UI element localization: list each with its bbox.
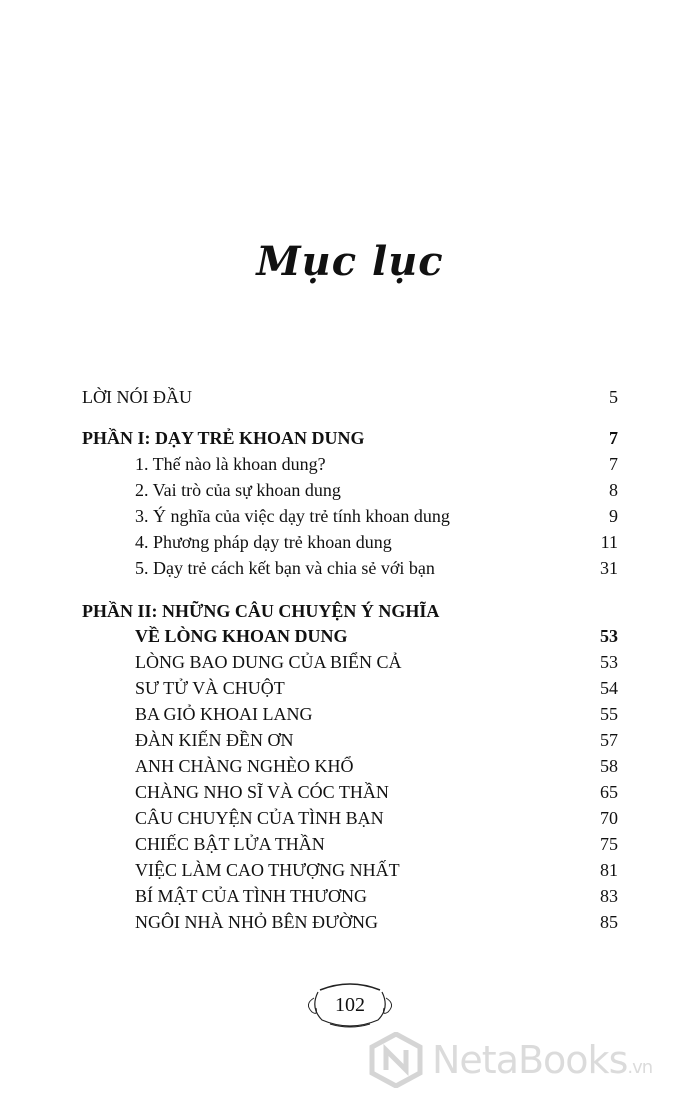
toc-entry-label: LỜI NÓI ĐẦU [82,387,192,407]
toc-entry-label: VIỆC LÀM CAO THƯỢNG NHẤT [135,860,400,880]
toc-entry[interactable] [0,753,700,779]
toc-entry[interactable] [0,701,700,727]
watermark-text [432,1038,652,1082]
toc-entry[interactable] [0,451,700,477]
toc-part-label: PHẦN II: NHỮNG CÂU CHUYỆN Ý NGHĨA [82,601,440,621]
toc-entry-page: 53 [600,652,618,672]
toc-part-1[interactable] [0,425,700,451]
toc-part-label: PHẦN I: DẠY TRẺ KHOAN DUNG [82,428,365,448]
toc-entry[interactable] [0,727,700,753]
toc-entry-page: 11 [600,532,618,552]
toc-entry[interactable] [0,529,700,555]
toc-part-page: 53 [600,626,618,646]
toc-entry-label: 1. Thế nào là khoan dung? [135,454,326,474]
toc-entry[interactable] [0,779,700,805]
toc-part-2-line2[interactable] [0,623,700,649]
toc-entry[interactable] [0,805,700,831]
toc-entry-label: NGÔI NHÀ NHỎ BÊN ĐƯỜNG [135,912,378,932]
toc-entry-page: 8 [609,480,618,500]
toc-entry-page: 81 [600,860,618,880]
toc-entry-label: 5. Dạy trẻ cách kết bạn và chia sẻ với bạn [135,558,435,578]
toc-entry[interactable] [0,857,700,883]
watermark-brand: NetaBooks [432,1038,628,1082]
toc-entry[interactable] [0,675,700,701]
toc-entry-page: 70 [600,808,618,828]
toc-entry-page: 5 [609,387,618,407]
page-number: 102 [335,994,365,1016]
toc-entry-label: 4. Phương pháp dạy trẻ khoan dung [135,532,392,552]
netabooks-logo-icon [368,1032,424,1088]
toc-entry-page: 58 [600,756,618,776]
toc-entry-page: 57 [600,730,618,750]
toc-entry-page: 9 [609,506,618,526]
toc-part-page: 7 [609,428,618,448]
toc-entry[interactable] [0,831,700,857]
watermark-suffix: .vn [627,1057,653,1078]
toc-entry[interactable] [0,503,700,529]
page-number-ornament [300,980,400,1030]
page-title: Mục lục [256,238,444,285]
toc-entry-label: ĐÀN KIẾN ĐỀN ƠN [135,730,294,750]
toc-part-2-line1[interactable] [0,598,700,624]
toc-entry-label: CÂU CHUYỆN CỦA TÌNH BẠN [135,808,384,828]
toc-entry-page: 54 [600,678,618,698]
toc-entry[interactable] [0,555,700,581]
toc-entry-page: 83 [600,886,618,906]
toc-entry-foreword[interactable] [0,384,700,410]
toc-entry-label: 3. Ý nghĩa của việc dạy trẻ tính khoan dung [135,506,450,526]
toc-entry[interactable] [0,909,700,935]
toc-entry-label: CHÀNG NHO SĨ VÀ CÓC THẦN [135,782,389,802]
toc-entry-label: LÒNG BAO DUNG CỦA BIỂN CẢ [135,652,402,672]
toc-entry-page: 75 [600,834,618,854]
toc-entry-label: ANH CHÀNG NGHÈO KHỔ [135,756,354,776]
toc-entry-label: BA GIỎ KHOAI LANG [135,704,313,724]
toc-entry-label: SƯ TỬ VÀ CHUỘT [135,678,285,698]
toc-entry[interactable] [0,477,700,503]
toc-entry-page: 85 [600,912,618,932]
toc-entry-page: 31 [600,558,618,578]
toc-entry-label: CHIẾC BẬT LỬA THẦN [135,834,325,854]
toc-entry-label: 2. Vai trò của sự khoan dung [135,480,341,500]
watermark [368,1030,688,1090]
toc-entry-page: 7 [609,454,618,474]
toc-entry-page: 65 [600,782,618,802]
toc-entry[interactable] [0,883,700,909]
toc-entry[interactable] [0,649,700,675]
toc-entry-label: BÍ MẬT CỦA TÌNH THƯƠNG [135,886,367,906]
toc-part-label: VỀ LÒNG KHOAN DUNG [135,626,348,646]
toc-entry-page: 55 [600,704,618,724]
